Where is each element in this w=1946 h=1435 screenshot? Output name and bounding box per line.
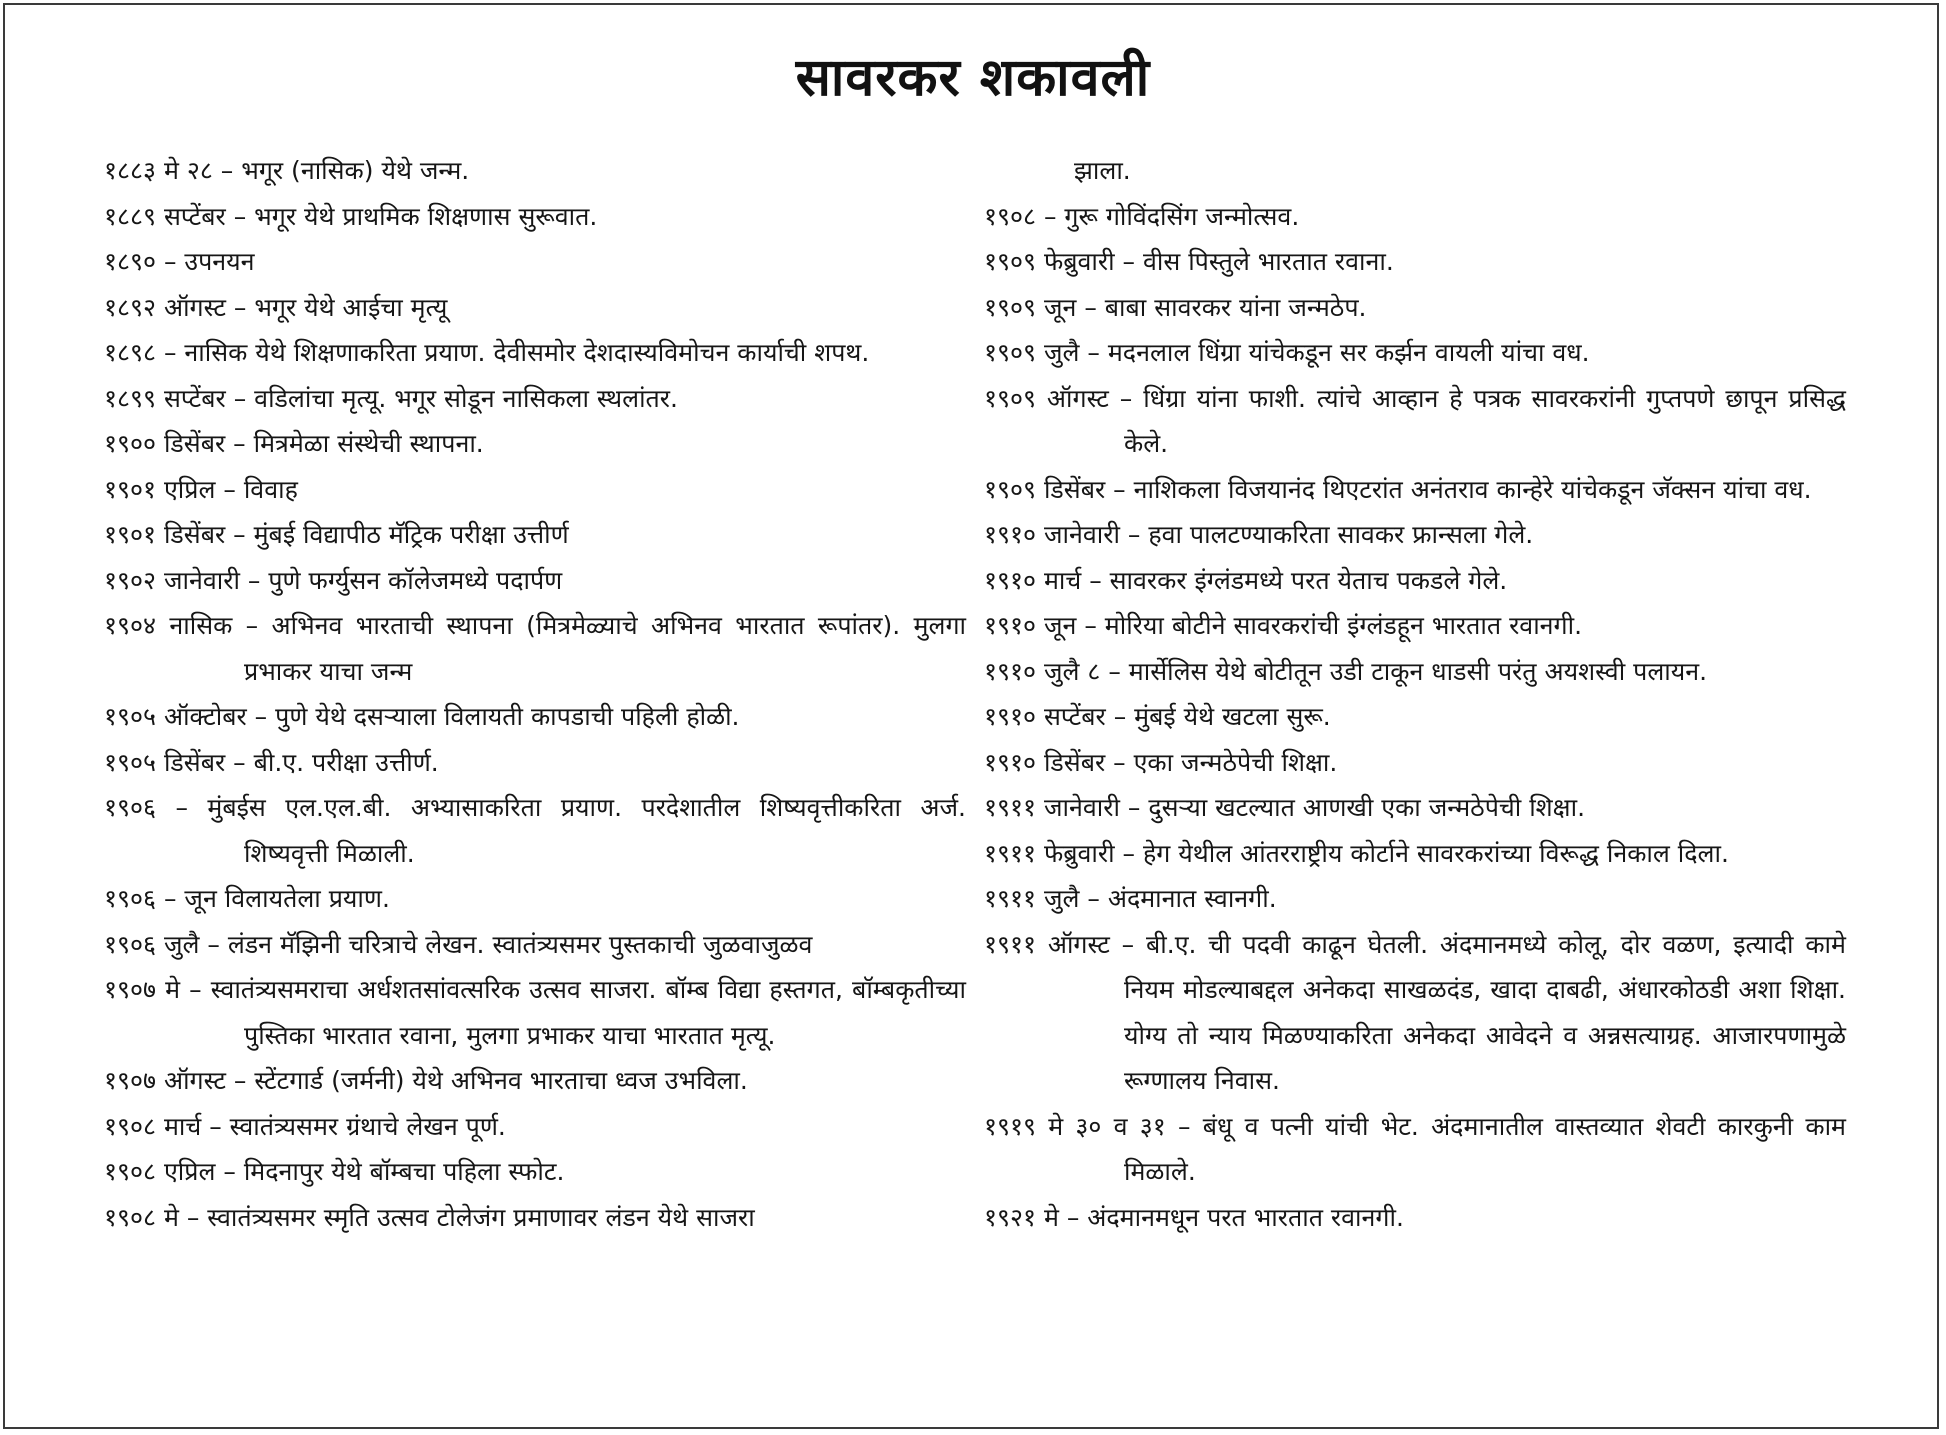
timeline-entry-1910-january: १९१० जानेवारी – हवा पालटण्याकरिता सावकर फ्रान्सला गेले. bbox=[984, 520, 1534, 549]
timeline-entry-1909-june: १९०९ जून – बाबा सावरकर यांना जन्मठेप. bbox=[984, 292, 1367, 322]
timeline-entry-1906-june: १९०६ – जून विलायतेला प्रयाण. bbox=[104, 884, 390, 913]
timeline-entry-1911-july: १९११ जुलै – अंदमानात स्वानगी. bbox=[984, 884, 1277, 913]
timeline-entry-1911-january: १९११ जानेवारी – दुसऱ्या खटल्यात आणखी एका जन्मठेपेची शिक्षा. bbox=[984, 793, 1586, 822]
timeline-entry-1901-december: १९०१ डिसेंबर – मुंबई विद्यापीठ मॅट्रिक परीक्षा उत्तीर्ण bbox=[104, 520, 569, 549]
timeline-entry-1907-may: १९०७ मे – स्वातंत्र्यसमराचा अर्धशतसांवत्सरिक उत्सव साजरा. बॉम्ब विद्या हस्तगत, बॉम्बकृतीच्या पुस्तिका भारतात रवाना, मुलगा प्रभाकर याचा भारतात मृत्यू. bbox=[104, 975, 966, 1050]
timeline-entry-1889: १८८९ सप्टेंबर – भगूर येथे प्राथमिक शिक्षणास सुरूवात. bbox=[104, 201, 598, 231]
timeline-entry-1910-june: १९१० जून – मोरिया बोटीने सावरकरांची इंग्लंडहून भारतात रवानगी. bbox=[984, 611, 1583, 640]
timeline-entry-1909-december: १९०९ डिसेंबर – नाशिकला विजयानंद थिएटरांत अनंतराव कान्हेरे यांचेकडून जॅक्सन यांचा वध. bbox=[984, 474, 1812, 504]
timeline-entry-1905-october: १९०५ ऑक्टोबर – पुणे येथे दसऱ्याला विलायती कापडाची पहिली होळी. bbox=[104, 702, 740, 731]
timeline-entry-1908-march: १९०८ मार्च – स्वातंत्र्यसमर ग्रंथाचे लेखन पूर्ण. bbox=[104, 1111, 506, 1141]
timeline-entry-1907-august: १९०७ ऑगस्ट – स्टेंटगार्ड (जर्मनी) येथे अभिनव भारताचा ध्वज उभविला. bbox=[104, 1066, 748, 1095]
timeline-entry-1911-august: १९११ ऑगस्ट – बी.ए. ची पदवी काढून घेतली. अंदमानमध्ये कोलू, दोर वळण, इत्यादी कामे नियम मोडल्याबद्दल अनेकदा साखळदंड, खादा दाबढी, अंधारकोठडी अशा शिक्षा. योग्य तो न्याय मिळण्याकरिता अनेकदा आवेदने व अन्नसत्याग्रह. आजारपणामुळे रूग्णालय निवास. bbox=[984, 929, 1846, 1095]
timeline-entry-1906-july: १९०६ जुलै – लंडन मॅझिनी चरित्राचे लेखन. स्वातंत्र्यसमर पुस्तकाची जुळवाजुळव bbox=[104, 929, 813, 959]
timeline-entry-1904: १९०४ नासिक – अभिनव भारताची स्थापना (मित्रमेळ्याचे अभिनव भारतात रूपांतर). मुलगा प्रभाकर याचा जन्म bbox=[104, 611, 966, 686]
timeline-entry-1900: १९०० डिसेंबर – मित्रमेळा संस्थेची स्थापना. bbox=[104, 429, 484, 458]
timeline-right-column bbox=[984, 148, 1846, 1240]
timeline-entry-1910-september: १९१० सप्टेंबर – मुंबई येथे खटला सुरू. bbox=[984, 702, 1331, 731]
timeline-entry-1908: १९०८ – गुरू गोविंदसिंग जन्मोत्सव. bbox=[984, 201, 1300, 231]
timeline-entry-1899: १८९९ सप्टेंबर – वडिलांचा मृत्यू. भगूर सोडून नासिकला स्थलांतर. bbox=[104, 383, 678, 413]
timeline-entry-1909-august: १९०९ ऑगस्ट – धिंग्रा यांना फाशी. त्यांचे आव्हान हे पत्रक सावरकरांनी गुप्तपणे छापून प्रसिद्ध केले. bbox=[984, 383, 1846, 458]
timeline-entry-1910-march: १९१० मार्च – सावरकर इंग्लंडमध्ये परत येताच पकडले गेले. bbox=[984, 565, 1508, 595]
timeline-entry-1921-may: १९२१ मे – अंदमानमधून परत भारतात रवानगी. bbox=[984, 1202, 1404, 1232]
timeline-entry-1908-may-continued: झाला. bbox=[1074, 156, 1131, 185]
timeline-entry-1909-february: १९०९ फेब्रुवारी – वीस पिस्तुले भारतात रवाना. bbox=[984, 247, 1394, 276]
page-title: सावरकर शकावली bbox=[795, 48, 1151, 108]
timeline-entry-1911-february: १९११ फेब्रुवारी – हेग येथील आंतरराष्ट्रीय कोर्टाने सावरकरांच्या विरूद्ध निकाल दिला. bbox=[984, 838, 1729, 868]
timeline-entry-1908-april: १९०८ एप्रिल – मिदनापुर येथे बॉम्बचा पहिला स्फोट. bbox=[104, 1157, 565, 1186]
timeline-entry-1901-april: १९०१ एप्रिल – विवाह bbox=[104, 474, 298, 504]
timeline-entry-1902: १९०२ जानेवारी – पुणे फर्ग्युसन कॉलेजमध्ये पदार्पण bbox=[104, 565, 563, 595]
timeline-left-column bbox=[104, 148, 966, 1240]
timeline-entry-1919-may: १९१९ मे ३० व ३१ – बंधू व पत्नी यांची भेट. अंदमानातील वास्तव्यात शेवटी कारकुनी काम मिळाले. bbox=[984, 1111, 1846, 1186]
timeline-entry-1892: १८९२ ऑगस्ट – भगूर येथे आईचा मृत्यू bbox=[104, 292, 448, 322]
timeline-entry-1890: १८९० – उपनयन bbox=[104, 247, 255, 276]
timeline-entry-1883: १८८३ मे २८ – भगूर (नासिक) येथे जन्म. bbox=[104, 156, 470, 185]
timeline-entry-1908-may: १९०८ मे – स्वातंत्र्यसमर स्मृति उत्सव टोलेजंग प्रमाणावर लंडन येथे साजरा bbox=[104, 1202, 755, 1232]
timeline-entry-1905-december: १९०५ डिसेंबर – बी.ए. परीक्षा उत्तीर्ण. bbox=[104, 747, 439, 777]
timeline-entry-1906-mumbai: १९०६ – मुंबईस एल.एल.बी. अभ्यासाकरिता प्रयाण. परदेशातील शिष्यवृत्तीकरिता अर्ज. शिष्यवृत्ती मिळाली. bbox=[104, 793, 966, 868]
timeline-entry-1910-december: १९१० डिसेंबर – एका जन्मठेपेची शिक्षा. bbox=[984, 747, 1338, 777]
timeline-entry-1910-july: १९१० जुलै ८ – मार्सेलिस येथे बोटीतून उडी टाकून धाडसी परंतु अयशस्वी पलायन. bbox=[984, 656, 1708, 686]
timeline-entry-1898: १८९८ – नासिक येथे शिक्षणाकरिता प्रयाण. देवीसमोर देशदास्यविमोचन कार्याची शपथ. bbox=[104, 338, 870, 367]
timeline-entry-1909-july: १९०९ जुलै – मदनलाल धिंग्रा यांचेकडून सर कर्झन वायली यांचा वध. bbox=[984, 338, 1590, 367]
